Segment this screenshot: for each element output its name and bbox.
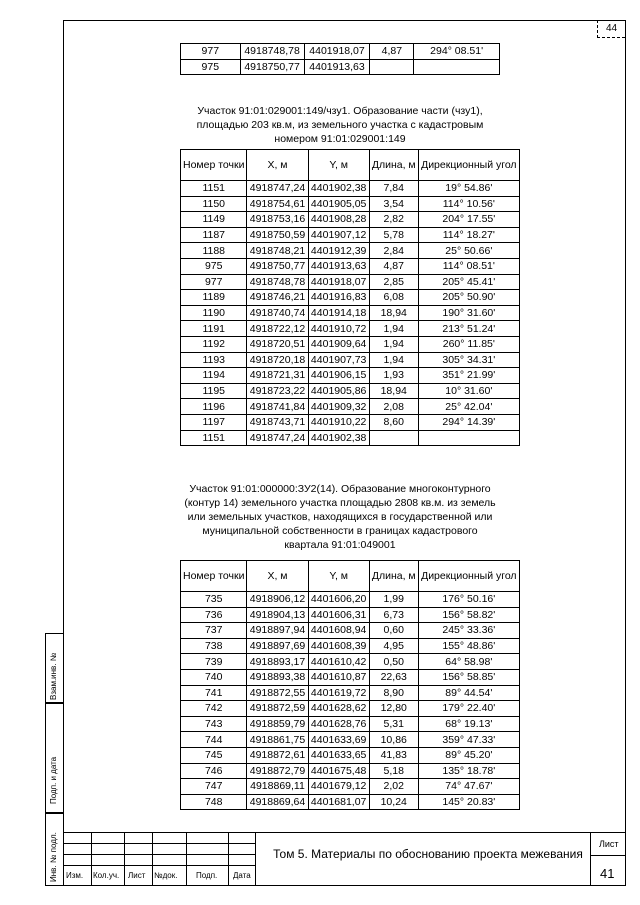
table-row (181, 196, 520, 212)
table-row (181, 258, 520, 274)
cell-y: 4401606,31 (308, 607, 369, 623)
cell-x: 4918741,84 (247, 399, 308, 415)
cell-length: 1,94 (369, 352, 418, 368)
table-row (181, 794, 520, 810)
table-row (181, 654, 520, 670)
cell-angle: 156° 58.82' (418, 607, 519, 623)
table-header-row (181, 150, 520, 181)
cell-point: 742 (181, 701, 247, 717)
header-point-number: Номер точки (181, 561, 247, 592)
cell-x: 4918861,75 (247, 732, 308, 748)
cell-x: 4918754,61 (247, 196, 308, 212)
header-x: X, м (247, 150, 308, 181)
table-row (181, 290, 520, 306)
side-label-vzam: Взам.инв. № (49, 652, 58, 700)
cell-y: 4401908,28 (308, 212, 369, 228)
cell-angle: 179° 22.40' (418, 701, 519, 717)
stamp-label-ndok: №док. (154, 871, 178, 880)
cell-length: 8,60 (369, 414, 418, 430)
caption-line: площадью 203 кв.м, из земельного участка с кадастровым (196, 119, 484, 131)
cell-x: 4918872,61 (247, 747, 308, 763)
cell-angle: 260° 11.85' (418, 336, 519, 352)
stamp-label-podp: Подп. (196, 871, 218, 880)
cell-x: 4918872,55 (247, 685, 308, 701)
cell-angle: 145° 20.83' (418, 794, 519, 810)
cell-x: 4918753,16 (247, 212, 308, 228)
cell-length: 0,60 (369, 623, 418, 639)
table-row (181, 701, 520, 717)
cell-length: 10,86 (369, 732, 418, 748)
cell-angle: 10° 31.60' (418, 383, 519, 399)
cell-y: 4401906,15 (308, 368, 369, 384)
table-row (181, 352, 520, 368)
cell-y: 4401610,42 (308, 654, 369, 670)
cell-x: 4918746,21 (247, 290, 308, 306)
cell-y: 4401913,63 (304, 59, 370, 75)
header-point-number: Номер точки (181, 150, 247, 181)
cell-length: 0,50 (369, 654, 418, 670)
cell-point: 1197 (181, 414, 247, 430)
table-row (181, 716, 520, 732)
cell-length: 1,99 (369, 592, 418, 608)
cell-x: 4918750,77 (240, 59, 304, 75)
cell-point: 735 (181, 592, 247, 608)
cell-y: 4401608,94 (308, 623, 369, 639)
cell-y: 4401916,83 (308, 290, 369, 306)
cell-x: 4918743,71 (247, 414, 308, 430)
caption-line: Участок 91:01:000000:ЗУ2(14). Образование многоконтурного (189, 483, 491, 495)
cell-point: 748 (181, 794, 247, 810)
cell-angle: 25° 50.66' (418, 243, 519, 259)
cell-x: 4918723,22 (247, 383, 308, 399)
cell-length: 2,08 (369, 399, 418, 415)
cell-x: 4918893,17 (247, 654, 308, 670)
table-row (181, 779, 520, 795)
cell-length: 22,63 (369, 669, 418, 685)
cell-angle: 135° 18.78' (418, 763, 519, 779)
cell-length: 1,94 (369, 321, 418, 337)
side-box-vzam (45, 633, 63, 703)
header-x: X, м (247, 561, 308, 592)
header-y: Y, м (308, 150, 369, 181)
cell-y: 4401679,12 (308, 779, 369, 795)
cell-angle: 359° 47.33' (418, 732, 519, 748)
cell-y: 4401608,39 (308, 638, 369, 654)
cell-angle: 245° 33.36' (418, 623, 519, 639)
section1-coordinate-table (180, 149, 520, 446)
cell-length: 4,87 (369, 258, 418, 274)
table-row (181, 623, 520, 639)
cell-y: 4401910,22 (308, 414, 369, 430)
table-row (181, 607, 520, 623)
cell-y: 4401913,63 (308, 258, 369, 274)
cell-point: 975 (181, 59, 241, 75)
cell-point: 1150 (181, 196, 247, 212)
caption-line: номером 91:01:029001:149 (274, 133, 406, 145)
cell-y: 4401633,65 (308, 747, 369, 763)
cell-angle: 155° 48.86' (418, 638, 519, 654)
cell-point: 977 (181, 44, 241, 60)
cell-x: 4918869,64 (247, 794, 308, 810)
side-label-inv: Инв. № подл. (49, 832, 58, 882)
cell-x: 4918893,38 (247, 669, 308, 685)
cell-y: 4401914,18 (308, 305, 369, 321)
cell-length: 2,02 (369, 779, 418, 795)
cell-point: 1189 (181, 290, 247, 306)
cell-x: 4918872,59 (247, 701, 308, 717)
cell-x: 4918904,13 (247, 607, 308, 623)
side-box-inv (45, 813, 63, 886)
cell-length (370, 59, 414, 75)
table-row (181, 227, 520, 243)
cell-angle: 25° 42.04' (418, 399, 519, 415)
header-angle: Дирекционный угол (418, 150, 519, 181)
table-row (181, 59, 500, 75)
cell-length: 8,90 (369, 685, 418, 701)
cell-angle: 89° 45.20' (418, 747, 519, 763)
stamp-label-koluch: Кол.уч. (93, 871, 120, 880)
cell-length: 18,94 (369, 305, 418, 321)
cell-point: 1151 (181, 181, 247, 197)
cell-point: 1196 (181, 399, 247, 415)
side-box-podp (45, 703, 63, 813)
cell-angle (414, 59, 500, 75)
table-row (181, 685, 520, 701)
cell-x: 4918750,59 (247, 227, 308, 243)
cell-point: 1195 (181, 383, 247, 399)
cell-y: 4401675,48 (308, 763, 369, 779)
cell-point: 743 (181, 716, 247, 732)
cell-angle: 64° 58.98' (418, 654, 519, 670)
table-row (181, 430, 520, 446)
table-header-row (181, 561, 520, 592)
cell-point: 745 (181, 747, 247, 763)
cell-angle: 19° 54.86' (418, 181, 519, 197)
table-row (181, 763, 520, 779)
table-row (181, 747, 520, 763)
cell-x: 4918748,78 (240, 44, 304, 60)
cell-angle: 190° 31.60' (418, 305, 519, 321)
cell-y: 4401905,05 (308, 196, 369, 212)
cell-length: 3,54 (369, 196, 418, 212)
cell-length: 6,08 (369, 290, 418, 306)
cell-x: 4918720,18 (247, 352, 308, 368)
cell-point: 977 (181, 274, 247, 290)
cell-length: 41,83 (369, 747, 418, 763)
title-block (63, 832, 626, 886)
cell-point: 1190 (181, 305, 247, 321)
cell-length: 1,94 (369, 336, 418, 352)
cell-length: 4,95 (369, 638, 418, 654)
table-row (181, 669, 520, 685)
cell-length: 2,84 (369, 243, 418, 259)
cell-x: 4918721,31 (247, 368, 308, 384)
cell-length: 5,78 (369, 227, 418, 243)
table-row (181, 592, 520, 608)
cell-y: 4401918,07 (304, 44, 370, 60)
table-row (181, 321, 520, 337)
cell-y: 4401907,73 (308, 352, 369, 368)
cell-length: 4,87 (370, 44, 414, 60)
stamp-label-izm: Изм. (66, 871, 84, 880)
cell-x: 4918722,12 (247, 321, 308, 337)
header-length: Длина, м (369, 150, 418, 181)
cell-point: 1188 (181, 243, 247, 259)
cell-angle: 351° 21.99' (418, 368, 519, 384)
cell-angle: 89° 44.54' (418, 685, 519, 701)
table-row (181, 638, 520, 654)
cell-angle: 205° 45.41' (418, 274, 519, 290)
sheet-label: Лист (599, 839, 619, 849)
cell-y: 4401910,72 (308, 321, 369, 337)
cell-point: 737 (181, 623, 247, 639)
page-number: 44 (597, 20, 625, 38)
table-row (181, 399, 520, 415)
header-y: Y, м (308, 561, 369, 592)
cell-x: 4918748,78 (247, 274, 308, 290)
sheet-number: 41 (600, 866, 615, 881)
cell-length: 6,73 (369, 607, 418, 623)
cell-y: 4401606,20 (308, 592, 369, 608)
document-title: Том 5. Материалы по обоснованию проекта межевания (273, 847, 583, 861)
stamp-label-data: Дата (233, 871, 251, 880)
cell-x: 4918748,21 (247, 243, 308, 259)
cell-y: 4401912,39 (308, 243, 369, 259)
cell-x: 4918897,69 (247, 638, 308, 654)
cell-x: 4918897,94 (247, 623, 308, 639)
cell-y: 4401902,38 (308, 181, 369, 197)
cell-y: 4401619,72 (308, 685, 369, 701)
cell-x: 4918859,79 (247, 716, 308, 732)
cell-x: 4918740,74 (247, 305, 308, 321)
table-row (181, 336, 520, 352)
section1-caption (170, 104, 510, 146)
header-angle: Дирекционный угол (418, 561, 519, 592)
cell-point: 739 (181, 654, 247, 670)
cell-point: 1193 (181, 352, 247, 368)
cell-angle: 294° 14.39' (418, 414, 519, 430)
cell-angle: 114° 10.56' (418, 196, 519, 212)
cell-length: 7,84 (369, 181, 418, 197)
cell-angle: 205° 50.90' (418, 290, 519, 306)
cell-y: 4401907,12 (308, 227, 369, 243)
cell-length: 5,31 (369, 716, 418, 732)
cell-point: 1191 (181, 321, 247, 337)
cell-angle: 114° 08.51' (418, 258, 519, 274)
cell-point: 1187 (181, 227, 247, 243)
cell-x: 4918906,12 (247, 592, 308, 608)
cell-y: 4401905,86 (308, 383, 369, 399)
cell-point: 1192 (181, 336, 247, 352)
table-row (181, 368, 520, 384)
cell-point: 1149 (181, 212, 247, 228)
cell-x: 4918750,77 (247, 258, 308, 274)
table-row (181, 274, 520, 290)
cell-length: 10,24 (369, 794, 418, 810)
cell-length (369, 430, 418, 446)
caption-line: муниципальной собственности в границах кадастрового (202, 525, 478, 537)
caption-line: (контур 14) земельного участка площадью 2808 кв.м. из земель (184, 497, 496, 509)
cell-point: 740 (181, 669, 247, 685)
cell-angle: 294° 08.51' (414, 44, 500, 60)
table-row (181, 732, 520, 748)
cell-y: 4401918,07 (308, 274, 369, 290)
cell-length: 5,18 (369, 763, 418, 779)
table-row (181, 305, 520, 321)
cell-point: 736 (181, 607, 247, 623)
cell-length: 1,93 (369, 368, 418, 384)
cell-y: 4401628,62 (308, 701, 369, 717)
cell-y: 4401681,07 (308, 794, 369, 810)
cell-point: 1151 (181, 430, 247, 446)
cell-y: 4401610,87 (308, 669, 369, 685)
caption-line: или земельных участков, находящихся в государственной или (187, 511, 493, 523)
caption-line: Участок 91:01:029001:149/чзу1. Образование части (чзу1), (197, 105, 483, 117)
cell-point: 738 (181, 638, 247, 654)
cell-length: 18,94 (369, 383, 418, 399)
cell-point: 1194 (181, 368, 247, 384)
cell-angle: 305° 34.31' (418, 352, 519, 368)
cell-point: 746 (181, 763, 247, 779)
cell-y: 4401633,69 (308, 732, 369, 748)
cell-angle: 114° 18.27' (418, 227, 519, 243)
top-coordinate-table (180, 43, 500, 75)
stamp-label-list: Лист (128, 871, 146, 880)
table-row (181, 243, 520, 259)
table-row (181, 414, 520, 430)
cell-y: 4401628,76 (308, 716, 369, 732)
cell-y: 4401902,38 (308, 430, 369, 446)
cell-length: 2,85 (369, 274, 418, 290)
cell-point: 744 (181, 732, 247, 748)
table-row (181, 212, 520, 228)
cell-point: 741 (181, 685, 247, 701)
cell-point: 975 (181, 258, 247, 274)
cell-angle: 156° 58.85' (418, 669, 519, 685)
cell-angle: 204° 17.55' (418, 212, 519, 228)
cell-y: 4401909,64 (308, 336, 369, 352)
cell-angle: 176° 50.16' (418, 592, 519, 608)
cell-angle: 74° 47.67' (418, 779, 519, 795)
table-row (181, 383, 520, 399)
cell-angle (418, 430, 519, 446)
table-row (181, 181, 520, 197)
cell-angle: 68° 19.13' (418, 716, 519, 732)
cell-angle: 213° 51.24' (418, 321, 519, 337)
cell-x: 4918720,51 (247, 336, 308, 352)
cell-x: 4918747,24 (247, 430, 308, 446)
cell-x: 4918869,11 (247, 779, 308, 795)
section2-caption (170, 482, 510, 552)
side-label-podp: Подп. и дата (49, 756, 58, 804)
table-row (181, 44, 500, 60)
cell-y: 4401909,32 (308, 399, 369, 415)
cell-length: 12,80 (369, 701, 418, 717)
cell-x: 4918747,24 (247, 181, 308, 197)
section2-coordinate-table (180, 560, 520, 810)
header-length: Длина, м (369, 561, 418, 592)
cell-x: 4918872,79 (247, 763, 308, 779)
cell-point: 747 (181, 779, 247, 795)
caption-line: квартала 91:01:049001 (284, 539, 396, 551)
cell-length: 2,82 (369, 212, 418, 228)
